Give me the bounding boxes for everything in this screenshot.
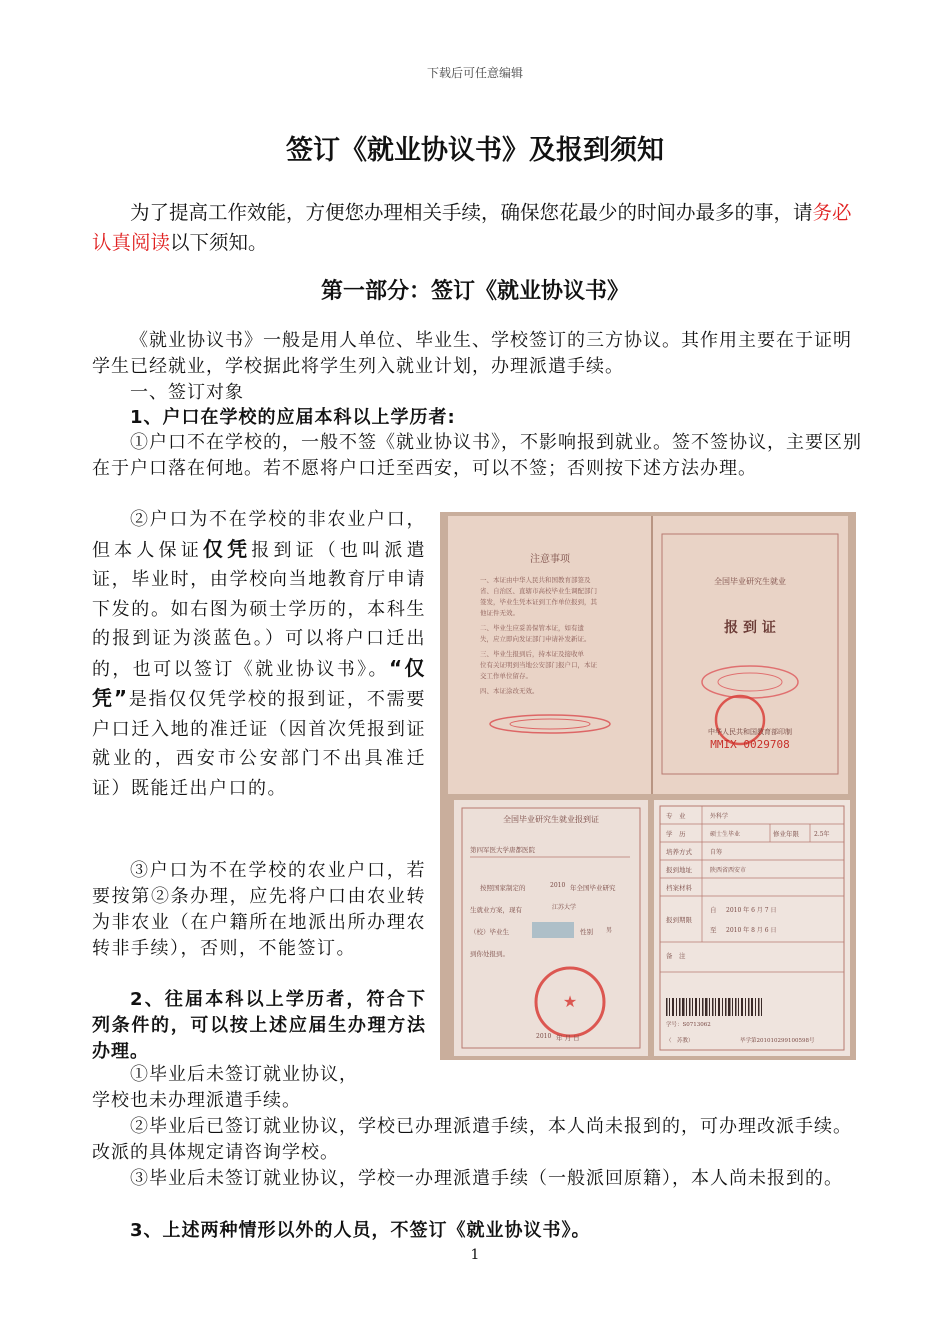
name-redaction [532,922,574,938]
form-row-value: 外科学 [710,813,729,820]
sub2-item-1-line1: ①毕业后未签订就业协议， [130,1064,358,1085]
form-left-gender: 男 [606,927,613,934]
form-left-school: 江苏大学 [552,904,577,911]
form-row-label: 报到地址 [666,866,692,874]
form-period-label: 报到期限 [666,916,692,924]
certificate-photo-svg [440,512,856,1060]
form-left-line1b: 年全国毕业研究 [570,884,616,892]
intro-paragraph [92,198,862,258]
form-left-line2: 生就业方案，现有 [470,906,522,914]
intro-text-before: 为了提高工作效能，方便您办理相关手续，确保您花最少的时间办最多的事，请 [130,201,813,224]
subsection-heading-2: 2、往届本科以上学历者，符合下列条件的，可以按上述应届生办理方法办理。 [92,989,426,1062]
item-2-paragraph [92,505,426,803]
notice-line: 他证件无效。 [480,609,519,617]
notice-line: 二、毕业生应妥善保管本证，如有遗 [480,624,584,632]
form-left-line3: （校）毕业生 [470,928,509,936]
form-left-date: 年 月 日 [556,1034,580,1042]
certificate-title: 报 到 证 [724,620,776,636]
notice-line: 签发，毕业生凭本证到工作单位报到，其 [480,598,597,606]
form-province: （ 苏教） [666,1038,694,1044]
sub2-item-3: ③毕业后未签订就业协议，学校一办理派遣手续（一般派回原籍），本人尚未报到的。 [130,1168,843,1189]
form-left-unit: 第四军医大学唐都医院 [470,846,535,854]
form-term-value: 2.5年 [814,831,830,838]
intro-highlight: 务必认真阅读 [92,201,852,254]
form-row-value: 硕士生毕业 [710,831,741,838]
certificate-printer: 中华人民共和国教育部印制 [708,728,792,736]
form-row-label: 专 业 [666,812,686,820]
item-2-bold-quote: “仅凭” [92,655,426,710]
form-row-value: 陕西省西安市 [710,867,747,874]
sub2-item-2: ②毕业后已签订就业协议，学校已办理派遣手续，本人尚未报到的，可办理改派手续。改派的具体规定请咨询学校。 [92,1116,852,1163]
part-heading: 第一部分：签订《就业协议书》 [320,279,629,304]
page-number: 1 [470,1247,480,1263]
report-certificate-photo [440,512,856,1060]
form-cert-no: 毕学第201010299100598号 [740,1038,815,1044]
notice-line: 一、本证由中华人民共和国教育部签及 [480,576,591,584]
notice-line: 失，应立即向发证部门申请补发新证。 [480,635,591,643]
page-header: 下载后可任意编辑 [426,66,523,80]
notice-title: 注意事项 [530,554,570,565]
form-left-line1: 按照国家制定的 [480,884,526,892]
form-left-line4: 到你处报到。 [470,950,509,958]
item-2-text-c: 是指仅仅凭学校的报到证，不需要户口迁入地的准迁证（因首次凭报到证就业的，西安市公安部门不出具准迁证）既能迁出户口的。 [92,689,426,799]
item-2-text-b: 报到证（也叫派遣证，毕业时，由学校向当地教育厅申请下发的。如右图为硕士学历的，本科生的报到证为淡蓝色。）可以将户口迁出的，也可以签订《就业协议书》。 [92,539,427,680]
form-to-label: 至 [710,926,717,934]
intro-text-after: 以下须知。 [170,231,268,254]
notice-line: 位有关证明到当地公安部门报户口，本证 [480,661,597,669]
certificate-serial: MMIX 0029708 [710,738,790,751]
document-title: 签订《就业协议书》及报到须知 [286,135,664,166]
form-remark-label: 备 注 [666,952,686,960]
paragraph-agreement-purpose: 《就业协议书》一般是用人单位、毕业生、学校签订的三方协议。其作用主要在于证明学生已经就业，学校据此将学生列入就业计划，办理派遣手续。 [92,330,852,377]
item-2-bold-only-by: 仅凭 [202,536,252,561]
sub2-item-1-line2: 学校也未办理派遣手续。 [92,1090,301,1111]
form-left-date-year: 2010 [536,1033,552,1040]
subsection-heading-3: 3、上述两种情形以外的人员，不签订《就业协议书》。 [130,1220,591,1241]
notice-line: 三、毕业生报到后，持本证及接收单 [480,650,584,658]
notice-line: 四、本证涂改无效。 [480,687,539,695]
sub2-item-1 [92,1062,862,1114]
item-3-paragraph: ③户口为不在学校的农业户口，若要按第②条办理，应先将户口由农业转为非农业（在户籍所在地派出所办理农转非手续），否则，不能签订。 [92,860,426,959]
form-student-id: 学号：S0713062 [666,1022,711,1028]
item-2-text-a: ②户口为不在学校的非农业户口，但本人保证 [92,509,426,561]
form-row-label: 学 历 [666,830,686,838]
certificate-subtitle: 全国毕业研究生就业 [714,577,786,586]
form-from-label: 自 [710,906,717,914]
form-left-title: 全国毕业研究生就业报到证 [503,815,599,824]
section-heading-signing-targets: 一、签订对象 [130,382,244,403]
form-row-value: 自筹 [710,849,723,856]
form-left-gender-label: 性别 [580,928,593,936]
item-1: ①户口不在学校的，一般不签《就业协议书》，不影响报到就业。签不签协议，主要区别在于户口落在何地。若不愿将户口迁至西安，可以不签；否则按下述方法办理。 [92,432,862,479]
form-left-year: 2010 [550,882,566,889]
form-row-label: 培养方式 [666,848,692,856]
form-row-label: 档案材料 [666,884,692,892]
stamp-star-icon: ★ [562,992,578,1011]
notice-line: 交工作单位留存。 [480,672,532,680]
subsection-heading-1: 1、户口在学校的应届本科以上学历者: [130,407,456,428]
form-from-date: 2010 年 6 月 7 日 [726,907,777,914]
form-to-date: 2010 年 8 月 6 日 [726,927,777,934]
form-term-label: 修业年限 [773,830,799,838]
notice-line: 省、自治区、直辖市高校毕业生调配部门 [480,587,597,595]
